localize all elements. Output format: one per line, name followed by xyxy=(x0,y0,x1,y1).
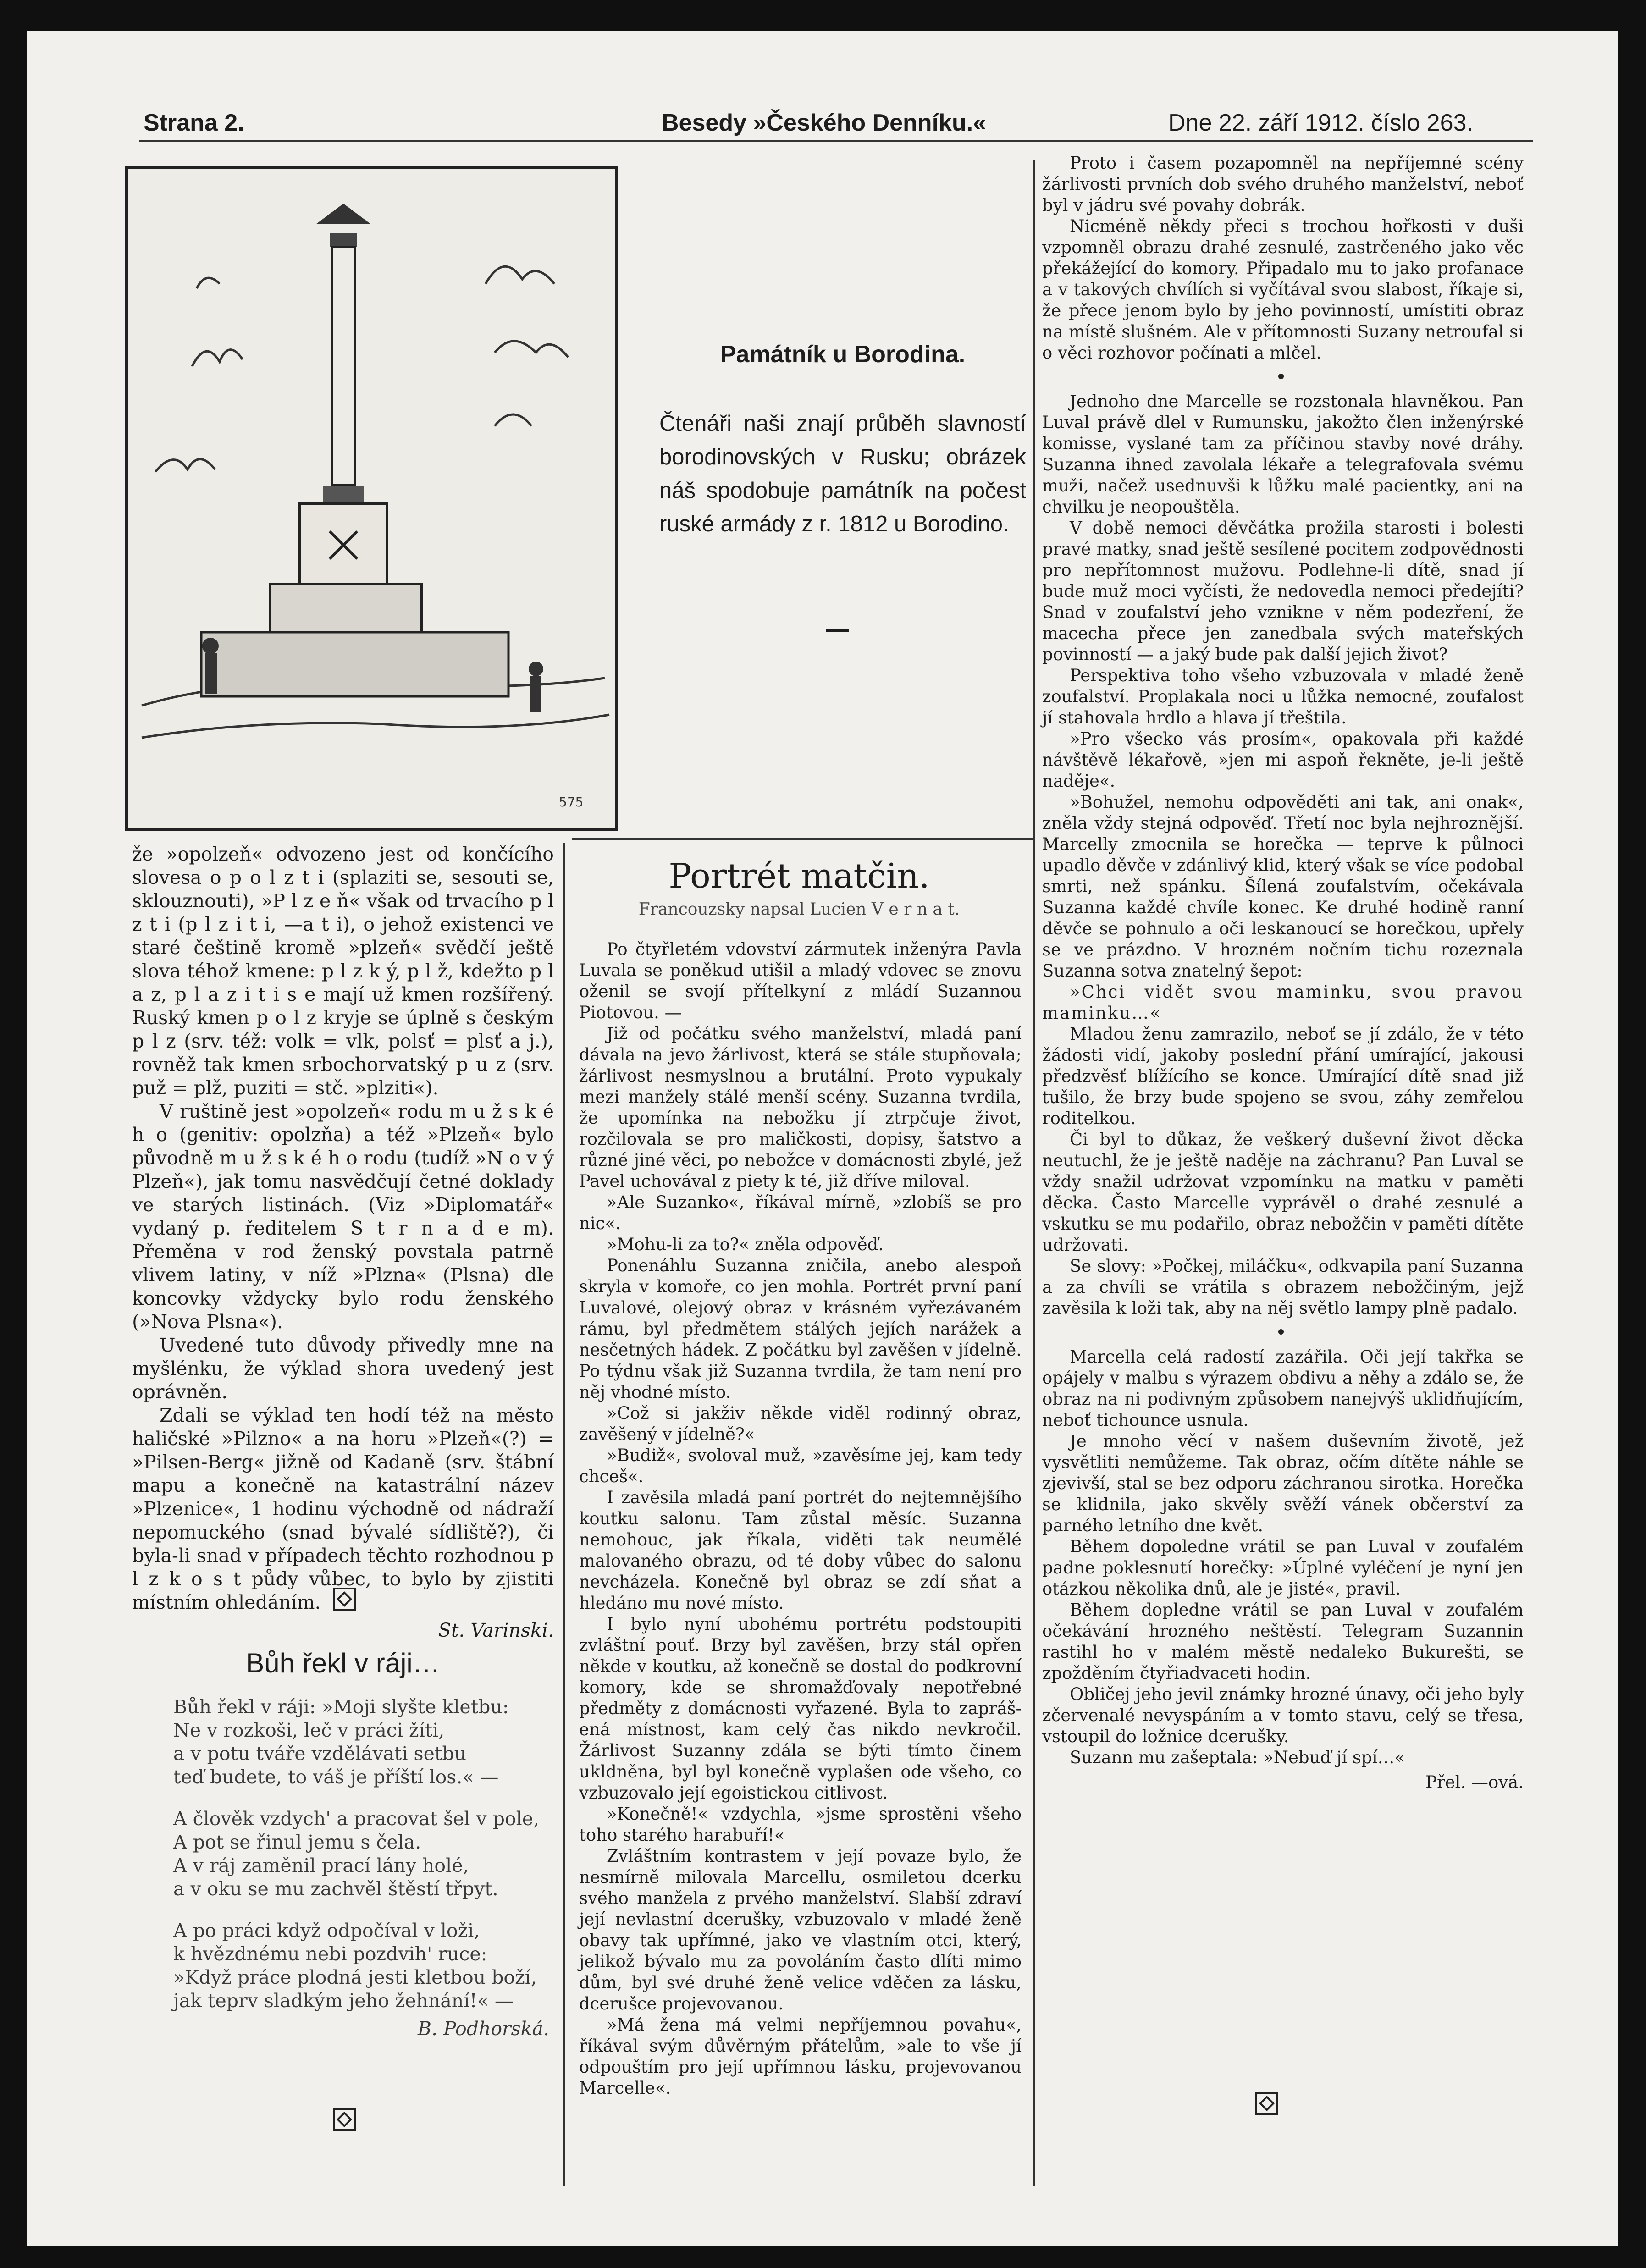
newspaper-page xyxy=(27,31,1618,2246)
poem-line: k hvězdnému nebi pozdvih' ruce: xyxy=(173,1943,487,1965)
issue-date: Dne 22. září 1912. číslo 263. xyxy=(1168,110,1473,136)
story-paragraph: »Má žena má velmi nepříjemnou povahu«, říkával svým důvěrným přátelům, »ale to vše jí odpouštím pro její upřímnou lásku, projevovanou Marcelle«. xyxy=(579,2015,1022,2098)
story-paragraph: Zvláštním kontrastem v její povaze bylo, že nesmírně milovala Marcellu, osmiletou dcerku svého manžela z prvého manželství. Slabší zdraví její nevlastní dcerušky, vzbuzovalo v mladé ženě obavy tak upřímné, jako ve vlastním otci, který, jelikož bývalo mu za povoláním často dlíti mimo dům, byl své druhé ženě velice vděčen za lásku, dcerušce projevovanou. xyxy=(579,1846,1022,2014)
article-paragraph: Zdali se výklad ten hodí též na město haličské »Pilzno« a na horu »Plzeň«(?) = »Pilsen-Berg« jižně od Kadaně (srv. štábní mapu a konečně na katastrální název »Plzenice«, 1 hodinu východně od nádraží nepomuckého (snad bývalé sídliště?), či byla-li snad v případech těchto rozhodnou p l z k o s t půdy vůbec, to bylo by zjistiti místním ohledáním. xyxy=(132,1404,554,1613)
story-paragraph: Mladou ženu zamrazilo, neboť se jí zdálo, že v této žádosti vidí, jakoby poslední přání umírající, jakousi předzvěsť blížícího se konce. Umírající dítě snad již tušilo, že brzy bude spojeno se svou, záhy zemřelou roditelkou. xyxy=(1042,1024,1524,1128)
poem-line: A v ráj zaměnil prací lány holé, xyxy=(173,1854,469,1876)
story-paragraph: »Konečně!« vzdychla, »jsme sprostěni všeho toho starého harabuří!« xyxy=(579,1804,1022,1845)
story-paragraph: »Ale Suzanko«, říkával mírně, »zlobíš se pro nic«. xyxy=(579,1192,1022,1233)
borodino-monument-drawing xyxy=(128,169,615,828)
ornament-icon xyxy=(333,1588,356,1611)
story-paragraph: Se slovy: »Počkej, miláčku«, odkvapila paní Suzanna a za chvíli se vrátila s obrazem nebožčiným, jejž zavěsila k loži tak, aby na něj světlo lampy plně padalo. xyxy=(1042,1256,1524,1318)
article-paragraph: Uvedené tuto důvody přivedly mne na myšlénku, že výklad shora uvedený jest oprávněn. xyxy=(132,1334,554,1403)
story-paragraph: Je mnoho věcí v našem duševním životě, jež vysvětliti nemůžeme. Tak obraz, očím dítěte náhle se zjevivší, stal se bez odporu záchranou sirotka. Horečka se klidnila, jako skvěly svěží vánek občerství za parného letního dne květ. xyxy=(1042,1431,1524,1535)
story-paragraph: Nicméně někdy přeci s trochou hořkosti v duši vzpomněl obrazu drahé zesnulé, zastrčeného jako věc překážející do komory. Připadalo mu to jako profanace a v takových chvílích si vyčítával svou slabost, říkaje si, že přece jenom bylo by jeho povinností, umístiti obraz na místě slušném. Ale v přítomnosti Suzany netroufal si o věci rozhovor počínati a mlčel. xyxy=(1042,216,1524,363)
plzen-article xyxy=(132,843,554,1642)
story-paragraph: »Bohužel, nemohu odpověděti ani tak, ani onak«, zněla vždy stejná odpověď. Třetí noc byla nejhroznější. Marcelly zmocnila se horečka — teprve k půlnoci upadlo děvče v zdánlivý klid, který však se více podobal smrti, než spánku. Šílená zoufalstvím, očekávala Suzanna každé chvíle konec. Ke druhé hodině ranní děvče se pohnulo a oči leskanoucí se horečkou, upřely se ve prázdno. V hrozném nočním tichu rozeznala Suzanna sotva znatelný šepot: xyxy=(1042,792,1524,981)
poem-line: teď budete, to váš je příští los.« — xyxy=(173,1766,499,1788)
poem-title: Bůh řekl v ráji… xyxy=(246,1648,440,1678)
article-paragraph: V ruštině jest »opolzeň« rodu m u ž s k é h o (genitiv: opolzňa) a též »Plzeň« bylo původně m u ž s k é h o rodu (tudíž »N o v ý Plzeň«), jak tomu nasvědčují četné doklady ve starých listinách. (Viz »Diplomatář« vydaný p. ředitelem S t r n a d e m). Přeměna v rod ženský povstala patrně vlivem latiny, v níž »Plzna« (Plsna) dle koncovky vždycky bylo rodu ženského (»Nova Plsna«). xyxy=(132,1100,554,1333)
ornament-icon xyxy=(333,2108,356,2131)
story-paragraph: »Budiž«, svoloval muž, »zavěsíme jej, kam tedy chceš«. xyxy=(579,1446,1022,1486)
monument-dash: — xyxy=(824,613,850,644)
story-continuation xyxy=(1042,153,1524,1793)
section-break xyxy=(1042,1319,1524,1346)
poem-author: B. Podhorská. xyxy=(417,2018,549,2040)
story-paragraph: Marcella celá radostí zazářila. Oči její takřka se opájely v malbu s výrazem obdivu a něhy a zdálo se, že obraz na ni podivným způsobem nanejvýš uklidňujícím, neboť tichounce usnula. xyxy=(1042,1347,1524,1430)
section-break xyxy=(1042,364,1524,391)
story-paragraph: Či byl to důkaz, že veškerý duševní život děcka neutuchl, že je ještě naděje na záchranu? Pan Luval se vždy snažil udržovat vzpomínku na matku v paměti děcka. Často Marcelle vyprávěl o drahé zesnulé a vskutku se mu podařilo, obraz nebožčin v paměti dítěte udržovati. xyxy=(1042,1130,1524,1255)
svg-text:575: 575 xyxy=(559,795,584,810)
story-paragraph: I bylo nyní ubohému portrétu podstoupiti zvláštní pouť. Brzy byl zavěšen, brzy stál opřen někde v koutku, až konečně se dostal do podkrovní komory, kde se shromažďovaly nepotřebné předměty z domácnosti vyřazené. Byla to zaprášená místnost, kam celý čas nikdo nevkročil. Žárlivost Suzanny zdála se býti tímto činem ukldněna, byl byl konečně vyplašen ode všeho, co vzbuzovalo její egoistickou citlivost. xyxy=(579,1614,1022,1803)
poem-line: A po práci když odpočíval v loži, xyxy=(173,1920,480,1942)
story-top-rule xyxy=(572,838,1033,840)
poem-line: Bůh řekl v ráji: »Moji slyšte kletbu: xyxy=(173,1696,509,1718)
story-paragraph: Během dopledne vrátil se pan Luval v zoufalém očekávání hrozného neštěstí. Telegram Suzannin rastihl ho v malém městě nedaleko Bukurešti, se zpožděním čtyřiadvaceti hodin. xyxy=(1042,1600,1524,1683)
poem-body xyxy=(173,1695,549,2041)
monument-illustration xyxy=(125,166,618,831)
story-paragraph: Proto i časem pozapomněl na nepříjemné scény žárlivosti prvních dob svého druhého manželství, neboť byl v jádru své povahy dobrák. xyxy=(1042,153,1524,215)
story-paragraph: »Pro všecko vás prosím«, opakovala při každé návštěvě lékařově, »jen mi aspoň řekněte, je-li ještě naděje«. xyxy=(1042,729,1524,791)
story-body xyxy=(579,939,1022,2099)
ornament-icon xyxy=(1255,2092,1278,2115)
poem-line: A pot se řinul jemu s čela. xyxy=(173,1831,421,1853)
story-paragraph: Již od počátku svého manželství, mladá paní dávala na jevo žárlivost, která se stále stupňovala; žárlivost nesmyslnou a brutální. Proto vypukaly mezi manžely stálé menší scény. Suzanna tvrdila, že upomínka na nebožku jí ztrpčuje život, rozčilovala se pro maličkosti, dopisy, šatstvo a různé jiné věci, po nebožce v domácnosti zbylé, jež Pavel uchovával z piety k té, již dříve miloval. xyxy=(579,1024,1022,1191)
publication-title: Besedy »Českého Denníku.« xyxy=(662,110,987,136)
monument-title: Památník u Borodina. xyxy=(720,341,966,368)
story-paragraph: »Mohu-li za to?« zněla odpověď. xyxy=(607,1235,884,1254)
story-byline: Francouzsky napsal Lucien V e r n a t. xyxy=(638,900,960,919)
story-paragraph: V době nemoci děvčátka prožila starosti i bolesti pravé matky, snad ještě sesílené pocitem zodpovědnosti pro nepřítomnost mužovu. Podlehne-li dítě, snad jí bude muž moci vyčísti, že nedovedla nemoci předejíti? Snad v zoufalství jeho vznikne v něm podezření, že macecha přece jen zanedbala svých mateřských povinností — a jaký bude pak další jejich život? xyxy=(1042,518,1524,664)
translator-signoff: Přel. —ová. xyxy=(1425,1772,1524,1792)
poem-line: Ne v rozkoši, leč v práci žíti, xyxy=(173,1719,445,1741)
story-title: Portrét matčin. xyxy=(668,856,930,896)
story-paragraph: »Což si jakživ někde viděl rodinný obraz, zavěšený v jídelně?« xyxy=(579,1403,1022,1444)
column-rule-left xyxy=(563,843,565,2186)
story-paragraph: Obličej jeho jevil známky hrozné únavy, oči jeho byly zčervenalé nevyspáním a v tomto stavu, celý se třesa, vstoupil do ložnice dcerušky. xyxy=(1042,1684,1524,1746)
section-dot xyxy=(1278,1329,1284,1335)
story-paragraph: Jednoho dne Marcelle se rozstonala hlavněkou. Pan Luval právě dlel v Rumunsku, jakožto člen inženýrské komisse, vyslané tam za příčinou stavby nové dráhy. Suzanna ihned zavolala lékaře a telegrafovala svému muži, načež usednuvši k lůžku malé pacientky, ani na chvilku je neopouštěla. xyxy=(1042,392,1524,517)
poem-line: a v oku se mu zachvěl štěstí třpyt. xyxy=(173,1878,498,1900)
poem-line: »Když práce plodná jesti kletbou boží, xyxy=(173,1966,537,1988)
poem-line: jak teprv sladkým jeho žehnání!« — xyxy=(173,1990,514,2012)
section-dot xyxy=(1278,374,1284,379)
story-paragraph: Perspektiva toho všeho vzbuzovala v mladé ženě zoufalství. Proplakala noci u lůžka nemocné, zoufalost jí stahovala hrdlo a hlava jí třeštila. xyxy=(1042,666,1524,728)
story-paragraph: Po čtyřletém vdovství zármutek inženýra Pavla Luvala se poněkud utišil a mladý vdovec se znovu oženil se svojí přítelkyní z mládí Suzannou Piotovou. — xyxy=(579,939,1022,1022)
column-rule-right xyxy=(1033,160,1035,2186)
monument-caption: Čtenáři naši znají průběh slavností borodinovských v Rusku; obrázek náš spodobuje památník na počest ruské armády z r. 1812 u Borodino. xyxy=(659,411,1026,536)
story-paragraph: »Chci vidět svou maminku, svou pravou maminku…« xyxy=(1042,982,1524,1023)
story-paragraph: Suzann mu zašeptala: »Nebuď jí spí…« xyxy=(1070,1748,1405,1767)
article-author: St. Varinski. xyxy=(438,1619,554,1641)
story-paragraph: Během dopoledne vrátil se pan Luval v zoufalém padne poklesnutí horečky: »Úplné vyléčení je nyní jen otázkou několika dnů, ale je jisté«, pravil. xyxy=(1042,1537,1524,1599)
poem-line: A člověk vzdych' a pracovat šel v pole, xyxy=(173,1808,540,1830)
story-paragraph: Ponenáhlu Suzanna zničila, anebo alespoň skryla v komoře, co jen mohla. Portrét první paní Luvalové, olejový obraz v krásném vyřezávaném rámu, byl předmětem stálých jejích narážek a nesčetných hádek. Z počátku byl zavěšen v jídelně. Po týdnu však již Suzanna tvrdila, že tam není pro něj vhodné místo. xyxy=(579,1256,1022,1402)
header-rule xyxy=(139,140,1533,142)
article-paragraph: že »opolzeň« odvozeno jest od končícího slovesa o p o l z t i (splaziti se, sesouti se, sklouznouti), »P l z e ň« však od trvacího p l z t i (p l z i t i, —a t i), o jehož existenci ve staré češtině kromě »plzeň« svědčí ještě slova téhož kmene: p l z k ý, p l ž, kdežto p l a z, p l a z i t i s e mají už kmen rozšířený. Ruský kmen p o l z kryje se úplně s českým p l z (srv. též: volk = vlk, polsť = plsť a j.), rovněž tak kmen srbochorvatský p u z (srv. puž = plž, puziti = stč. »plziti«). xyxy=(132,843,554,1099)
story-paragraph: I zavěsila mladá paní portrét do nejtemnějšího koutku salonu. Tam zůstal měsíc. Suzanna nemohouc, jak říkala, viděti tak neumělé malovaného obrazu, od té doby vůbec do salonu nevcházela. Konečně byl obraz se zdí sňat a hledáno mu nové místo. xyxy=(579,1488,1022,1613)
page-number: Strana 2. xyxy=(144,110,244,136)
poem-line: a v potu tváře vzdělávati setbu xyxy=(173,1743,466,1765)
